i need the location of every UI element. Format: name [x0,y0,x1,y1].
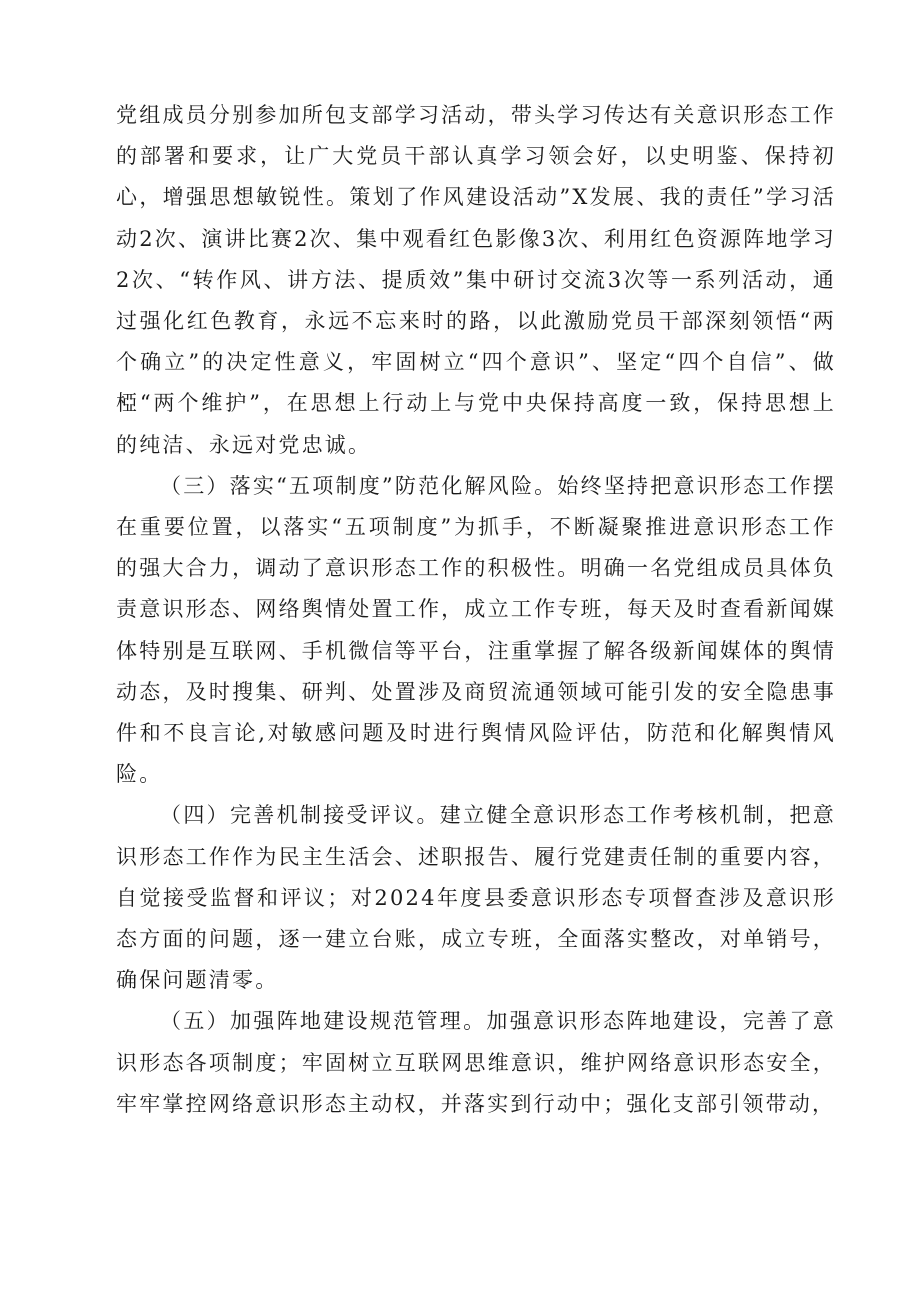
paragraph-text: 建立健全意识形态工作考核机制，把意识形态工作作为民主生活会、述职报告、履行党建责任制的重要内容，自觉接受监督和评议；对2024年度县委意识形态专项督查涉及意识形态方面的问题，逐一建立台账，成立专班，全面落实整改，对单销号，确保问题清零。 [116,803,836,993]
paragraph-text: 始终坚持把意识形态工作摆在重要位置，以落实“五项制度”为抓手，不断凝聚推进意识形态工作的强大合力，调动了意识形态工作的积极性。明确一名党组成员具体负责意识形态、网络舆情处置工作，成立工作专班，每天及时查看新闻媒体特别是互联网、手机微信等平台，注重掌握了解各级新闻媒体的舆情动态，及时搜集、研判、处置涉及商贸流通领域可能引发的安全隐患事件和不良言论,对敏感问题及时进行舆情风险评估，防范和化解舆情风险。 [116,473,836,787]
paragraph-heading: （三）落实“五项制度”防范化解风险。 [160,473,558,498]
paragraph-heading: （五）加强阵地建设规范管理。 [160,1009,487,1034]
document-body [116,95,836,1125]
paragraph-section-3 [116,466,836,796]
paragraph-text: 加强意识形态阵地建设，完善了意识形态各项制度；牢固树立互联网思维意识，维护网络意识形态安全，牢牢掌控网络意识形态主动权，并落实到行动中；强化支部引领带动， [116,1009,836,1116]
paragraph-section-5 [116,1001,836,1125]
paragraph-text: 党组成员分别参加所包支部学习活动，带头学习传达有关意识形态工作的部署和要求，让广大党员干部认真学习领会好，以史明鉴、保持初心，增强思想敏锐性。策划了作风建设活动”X发展、我的责任”学习活动2次、演讲比赛2次、集中观看红色影像3次、利用红色资源阵地学习2次、“转作风、讲方法、提质效”集中研讨交流3次等一系列活动，通过强化红色教育，永远不忘来时的路，以此激励党员干部深刻领悟“两个确立”的决定性意义，牢固树立“四个意识”、坚定“四个自信”、做椏“两个维护”，在思想上行动上与党中央保持高度一致，保持思想上的纯洁、永远对党忠诚。 [116,103,836,457]
paragraph-continuation [116,95,836,466]
paragraph-section-4 [116,795,836,1001]
paragraph-heading: （四）完善机制接受评议。 [160,803,440,828]
